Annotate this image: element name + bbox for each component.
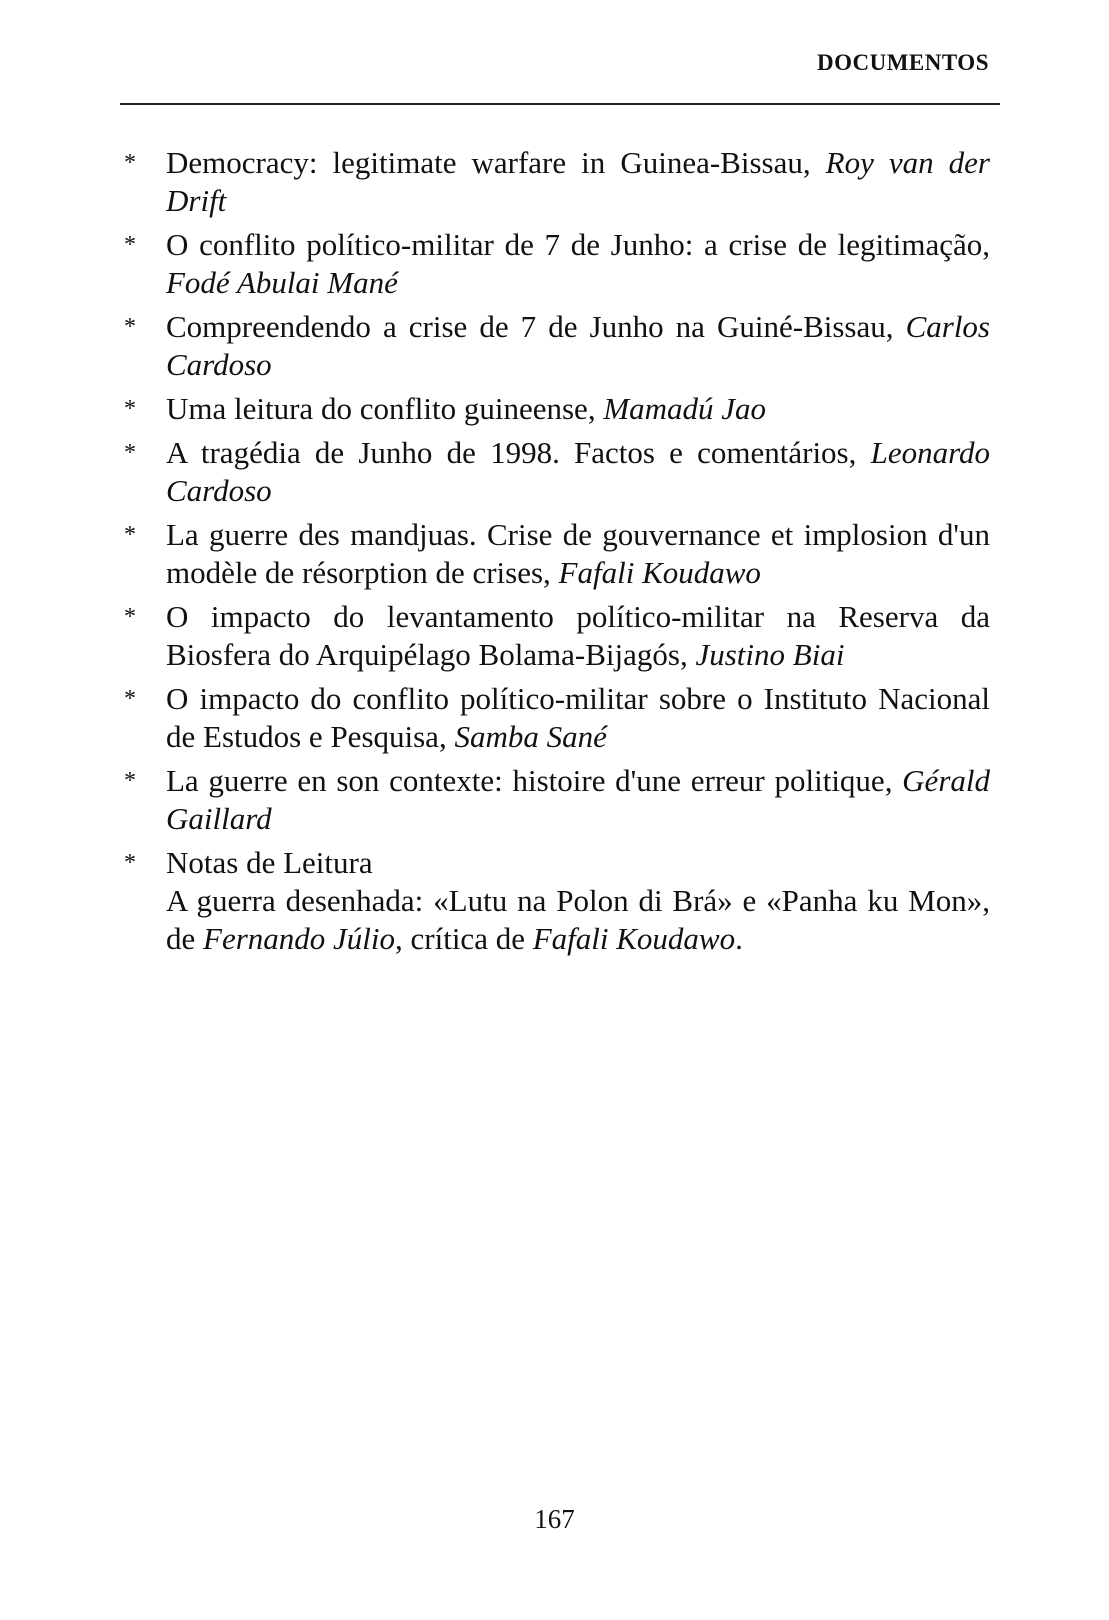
header-rule xyxy=(120,103,1000,105)
bullet-asterisk: * xyxy=(124,232,136,258)
notes-text-part: . xyxy=(735,921,743,956)
bullet-asterisk: * xyxy=(124,686,136,712)
bullet-asterisk: * xyxy=(124,522,136,548)
bullet-asterisk: * xyxy=(124,604,136,630)
bullet-asterisk: * xyxy=(124,768,136,794)
entry-title: O conflito político-militar de 7 de Junho: a crise de legitimação, xyxy=(166,227,990,262)
bullet-asterisk: * xyxy=(124,314,136,340)
entry-title: O impacto do conflito político-militar sobre o Instituto Nacional de Estudos e Pesquisa, xyxy=(166,681,990,754)
entry-title: La guerre en son contexte: histoire d'une erreur politique, xyxy=(166,763,903,798)
entry-author: Justino Biai xyxy=(695,637,845,672)
list-item xyxy=(120,434,990,510)
bullet-asterisk: * xyxy=(124,440,136,466)
notes-text-part: , crítica de xyxy=(395,921,533,956)
list-item xyxy=(120,762,990,838)
list-item xyxy=(120,516,990,592)
entry-title: A tragédia de Junho de 1998. Factos e comentários, xyxy=(166,435,871,470)
notes-author: Fernando Júlio xyxy=(203,921,396,956)
list-item xyxy=(120,390,990,428)
page-number: 167 xyxy=(534,1504,575,1534)
notes-text xyxy=(166,883,990,956)
list-item xyxy=(120,144,990,220)
entry-author: Mamadú Jao xyxy=(603,391,767,426)
entry-author: Roy van der Drift xyxy=(166,145,990,218)
entry-title: O impacto do levantamento político-militar na Reserva da Biosfera do Arquipélago Bolama-Bijagós, xyxy=(166,599,990,672)
list-item xyxy=(120,308,990,384)
bullet-asterisk: * xyxy=(124,150,136,176)
list-item xyxy=(120,680,990,756)
contents-list xyxy=(120,144,990,964)
bullet-asterisk: * xyxy=(124,396,136,422)
entry-title: Democracy: legitimate warfare in Guinea-Bissau, xyxy=(166,145,826,180)
notes-text-part: A guerra desenhada: «Lutu na Polon di Brá» e «Panha ku Mon», de xyxy=(166,883,990,956)
entry-title: Compreendendo a crise de 7 de Junho na Guiné-Bissau, xyxy=(166,309,906,344)
notes-entry xyxy=(120,844,990,958)
notes-heading: Notas de Leitura xyxy=(166,845,373,880)
list-item xyxy=(120,226,990,302)
entry-author: Gérald Gaillard xyxy=(166,763,990,836)
entry-title: Uma leitura do conflito guineense, xyxy=(166,391,604,426)
entry-title: La guerre des mandjuas. Crise de gouvernance et implosion d'un modèle de résorption de crises, xyxy=(166,517,990,590)
entry-author: Leonardo Cardoso xyxy=(166,435,990,508)
notes-critic: Fafali Koudawo xyxy=(532,921,736,956)
running-header: DOCUMENTOS xyxy=(817,50,989,75)
entry-author: Samba Sané xyxy=(454,719,607,754)
entry-author: Carlos Cardoso xyxy=(166,309,990,382)
list-item xyxy=(120,598,990,674)
entry-author: Fafali Koudawo xyxy=(558,555,761,590)
entry-author: Fodé Abulai Mané xyxy=(166,265,398,300)
bullet-asterisk: * xyxy=(124,850,136,876)
